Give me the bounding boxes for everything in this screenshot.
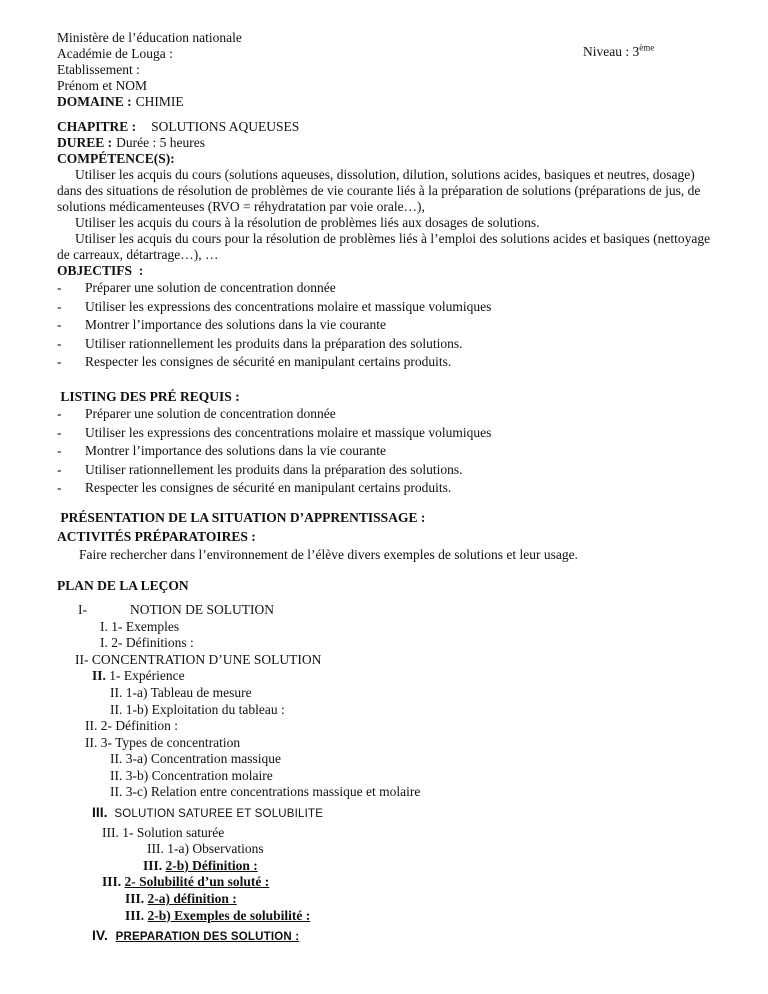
- duree-line: [57, 135, 712, 151]
- header-block: [57, 30, 712, 94]
- presentation-text: Faire rechercher dans l’environnement de l’élève divers exemples de solutions et leur usage.: [79, 546, 578, 562]
- bullet-dash: -: [57, 335, 62, 351]
- bullet-dash: -: [57, 280, 62, 295]
- list-item: [57, 479, 712, 498]
- list-item-text: Préparer une solution de concentration donnée: [85, 280, 336, 295]
- plan-item-label: 2-b) Définition :: [165, 857, 258, 873]
- plan-item-label: 2- Solubilité d’un soluté :: [124, 874, 270, 890]
- chapitre-line: [57, 119, 712, 135]
- list-item-text: Préparer une solution de concentration donnée: [85, 405, 336, 421]
- plan-item: [85, 735, 712, 752]
- plan-item-prefix: III.: [92, 804, 108, 821]
- list-item: [57, 316, 712, 335]
- plan-item: [102, 874, 712, 891]
- chapitre-value: SOLUTIONS AQUEUSES: [151, 119, 300, 134]
- list-item-text: Utiliser rationnellement les produits dans la préparation des solutions.: [85, 335, 463, 351]
- plan-item: [125, 908, 712, 925]
- niveau-text: Niveau : 3: [583, 44, 640, 59]
- plan-item-label: II. 3- Types de concentration: [85, 734, 241, 750]
- plan-item: [75, 652, 712, 669]
- plan-item: [92, 804, 712, 823]
- objectifs-heading: OBJECTIFS :: [57, 263, 144, 278]
- header-line: Etablissement :: [57, 62, 140, 77]
- competence-paragraph: Utiliser les acquis du cours à la résolution de problèmes liés aux dosages de solutions.: [75, 215, 540, 230]
- plan-item-prefix: III.: [125, 907, 148, 923]
- duree-label: DUREE :: [57, 135, 113, 150]
- competence-paragraph: Utiliser les acquis du cours pour la résolution de problèmes liés à l’emploi des solutions acides et basiques (nettoyage de carreaux, détartrage…), …: [57, 231, 711, 262]
- header-line: Académie de Louga :: [57, 46, 173, 61]
- plan-item-prefix: IV.: [92, 927, 116, 944]
- plan-item: [110, 784, 712, 801]
- list-item: [57, 279, 712, 298]
- plan-item-label: III. 1-a) Observations: [147, 841, 264, 857]
- list-item-text: Utiliser les expressions des concentrations molaire et massique volumiques: [85, 298, 492, 314]
- plan-item: [110, 685, 712, 702]
- plan-item-prefix: III.: [102, 874, 125, 890]
- plan-item: [92, 668, 712, 685]
- bullet-dash: -: [57, 298, 62, 314]
- bullet-dash: -: [57, 480, 62, 496]
- plan-item-prefix: I-: [78, 601, 87, 617]
- plan-item-label: NOTION DE SOLUTION: [130, 601, 274, 617]
- plan-item-label: 1- Expérience: [105, 668, 185, 684]
- competences-paragraphs: [57, 167, 712, 263]
- bullet-dash: -: [57, 461, 62, 477]
- plan-item-label: II. 3-a) Concentration massique: [110, 751, 281, 767]
- domaine-label: DOMAINE :: [57, 94, 132, 109]
- plan-item-label: II. 1-b) Exploitation du tableau :: [110, 701, 285, 717]
- bullet-dash: -: [57, 354, 62, 370]
- plan-item: [143, 858, 712, 875]
- bullet-dash: -: [57, 317, 62, 333]
- plan-item-label: II. 2- Définition :: [85, 718, 178, 734]
- plan-item: [125, 891, 712, 908]
- plan-item: [110, 702, 712, 719]
- list-item: [57, 353, 712, 372]
- plan-list: [57, 602, 712, 946]
- niveau-label: [583, 44, 654, 60]
- spacer: [57, 372, 712, 389]
- list-item-text: Respecter les consignes de sécurité en manipulant certains produits.: [85, 354, 452, 370]
- plan-item: [147, 841, 712, 858]
- plan-item-label: II. 3-b) Concentration molaire: [110, 767, 273, 783]
- list-item-text: Utiliser les expressions des concentrations molaire et massique volumiques: [85, 424, 492, 440]
- plan-heading: PLAN DE LA LEÇON: [57, 577, 189, 593]
- bullet-dash: -: [57, 405, 62, 421]
- plan-item-label: SOLUTION SATUREE ET SOLUBILITE: [107, 808, 324, 821]
- plan-item: [85, 718, 712, 735]
- header-line: Prénom et NOM: [57, 78, 147, 93]
- domaine-line: [57, 94, 712, 110]
- prerequis-list: [57, 405, 712, 498]
- plan-item: [110, 751, 712, 768]
- plan-item: [100, 635, 712, 652]
- plan-item-label: I. 2- Définitions :: [100, 635, 194, 651]
- list-item: [57, 461, 712, 480]
- list-item: [57, 335, 712, 354]
- plan-item-prefix: II.: [92, 668, 106, 684]
- plan-item-label: II- CONCENTRATION D’UNE SOLUTION: [75, 651, 322, 667]
- presentation-heading: PRÉSENTATION DE LA SITUATION D’APPRENTISSAGE :: [57, 509, 426, 525]
- list-item: [57, 405, 712, 424]
- plan-item: [92, 927, 712, 946]
- competence-paragraph: Utiliser les acquis du cours (solutions aqueuses, dissolution, dilution, solutions acides, basiques et neutres, dosage) dans des situations de résolution de problèmes de vie courante liés à la préparation de solutions (préparations de jus, de solutions médicamenteuses (RVO = réhydratation par voie orale…),: [57, 167, 701, 214]
- list-item: [57, 298, 712, 317]
- niveau-superscript: ème: [639, 42, 655, 53]
- list-item-text: Montrer l’importance des solutions dans la vie courante: [85, 443, 387, 459]
- list-item-text: Montrer l’importance des solutions dans la vie courante: [85, 317, 387, 333]
- bullet-dash: -: [57, 443, 62, 459]
- plan-item: [100, 619, 712, 636]
- plan-item-label: III. 1- Solution saturée: [102, 824, 225, 840]
- plan-item: [102, 825, 712, 842]
- plan-item-prefix: III.: [143, 857, 166, 873]
- list-item: [57, 424, 712, 443]
- plan-item-label: I. 1- Exemples: [100, 618, 180, 634]
- plan-item-label: PREPARATION DES SOLUTION :: [115, 931, 300, 944]
- objectifs-list: [57, 279, 712, 372]
- competences-heading: COMPÉTENCE(S):: [57, 151, 175, 166]
- domaine-value: CHIMIE: [135, 94, 184, 109]
- spacer: [57, 498, 712, 508]
- chapitre-label: CHAPITRE :: [57, 119, 137, 134]
- plan-item-label: II. 3-c) Relation entre concentrations massique et molaire: [110, 784, 421, 800]
- plan-item: [110, 768, 712, 785]
- list-item-text: Utiliser rationnellement les produits dans la préparation des solutions.: [85, 461, 463, 477]
- list-item-text: Respecter les consignes de sécurité en manipulant certains produits.: [85, 480, 452, 496]
- plan-item-label: 2-a) définition :: [147, 891, 237, 907]
- plan-item-prefix: III.: [125, 891, 148, 907]
- plan-item-label: 2-b) Exemples de solubilité :: [147, 907, 311, 923]
- plan-item: [78, 602, 712, 619]
- header-line: Ministère de l’éducation nationale: [57, 30, 242, 45]
- prerequis-heading: LISTING DES PRÉ REQUIS :: [57, 388, 240, 404]
- bullet-dash: -: [57, 424, 62, 440]
- activites-heading: ACTIVITÉS PRÉPARATOIRES :: [57, 528, 256, 544]
- duree-value: Durée : 5 heures: [116, 135, 205, 150]
- list-item: [57, 442, 712, 461]
- plan-item-label: II. 1-a) Tableau de mesure: [110, 684, 252, 700]
